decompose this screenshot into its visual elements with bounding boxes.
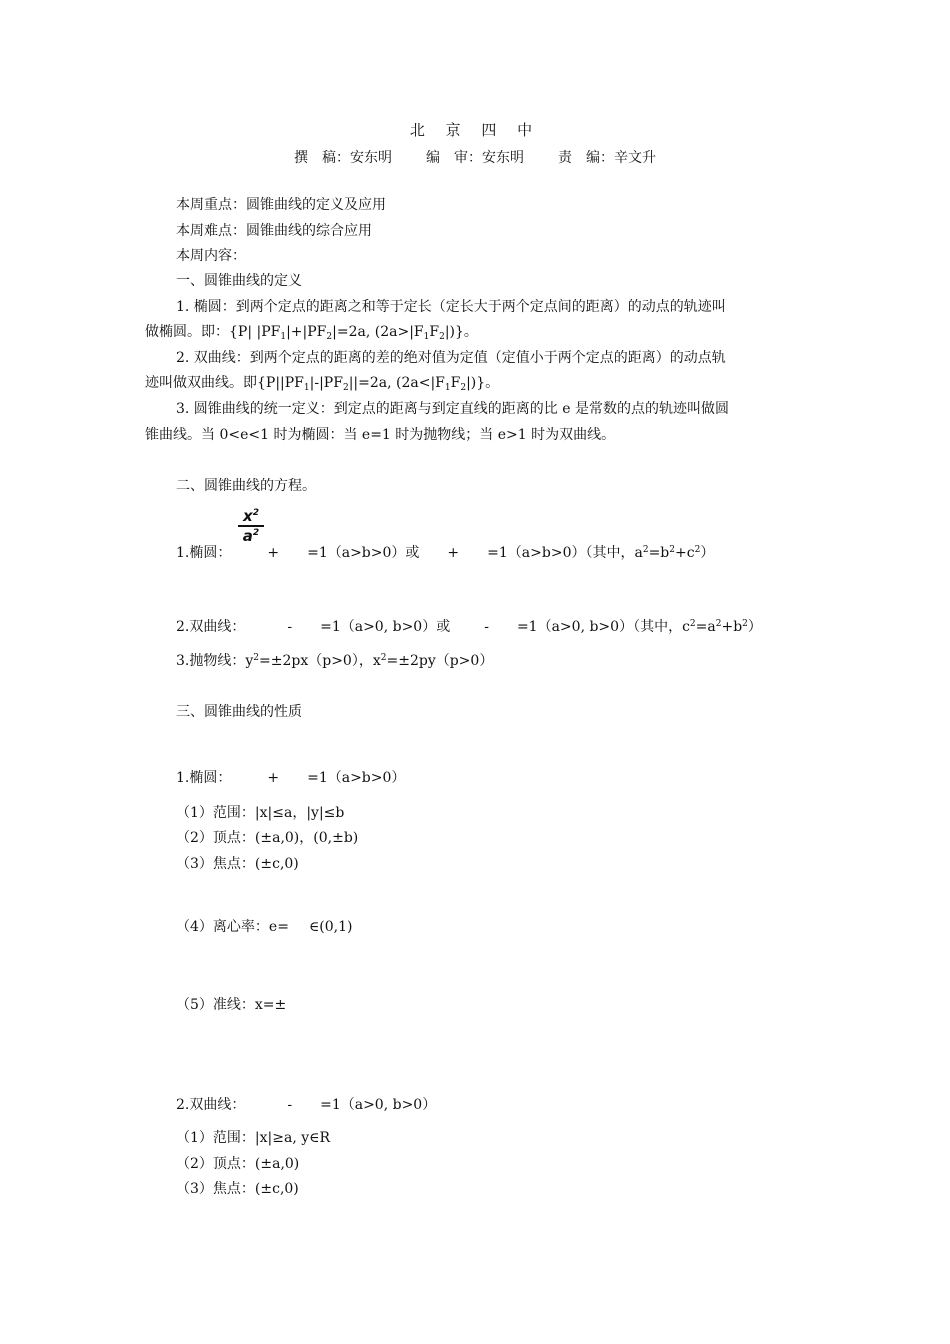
text-part: =1（a>0, b>0）或: [320, 619, 451, 635]
text-part: 迹叫做双曲线。即{P||PF: [145, 375, 304, 391]
hyperbola-definition-line2: [145, 374, 499, 392]
denominator-var: a: [242, 527, 253, 545]
author-name: 安东明: [350, 150, 392, 166]
ellipse-fraction-image: [238, 508, 264, 544]
byline: [0, 149, 950, 167]
week-focus: 本周重点：圆锥曲线的定义及应用: [176, 197, 386, 213]
superscript: 2: [742, 619, 748, 629]
fraction-numerator: [238, 508, 264, 527]
fraction-denominator: [238, 527, 264, 544]
superscript: 2: [694, 545, 701, 555]
unified-definition-line2: 锥曲线。当 0<e<1 时为椭圆：当 e=1 时为抛物线；当 e>1 时为双曲线。: [145, 427, 616, 443]
hyperbola-vertex: （2）顶点：(±a,0): [176, 1156, 300, 1172]
text-part: =±2px（p>0），x: [259, 653, 381, 669]
superscript: 2: [380, 653, 387, 663]
hyperbola-range: （1）范围：|x|≥a, y∈R: [176, 1130, 331, 1146]
editor-name: 辛文升: [614, 150, 656, 166]
text-part: =1（a>b>0）或: [307, 545, 420, 561]
superscript: 2: [715, 619, 722, 629]
superscript: 2: [253, 653, 260, 663]
text-part: =1（a>b>0）: [307, 770, 406, 786]
section1-heading: 一、圆锥曲线的定义: [176, 273, 302, 289]
parabola-equation: [176, 652, 493, 670]
subscript: 1: [423, 332, 430, 342]
superscript: 2: [689, 619, 696, 629]
subscript: 2: [326, 332, 333, 342]
hyperbola-definition-line1: 2. 双曲线：到两个定点的距离的差的绝对值为定值（定值小于两个定点的距离）的动点轨: [176, 350, 726, 366]
text-part: |-|PF: [309, 375, 343, 391]
text-part: |+|PF: [286, 324, 327, 340]
reviewer-name: 安东明: [482, 150, 524, 166]
section2-heading: 二、圆锥曲线的方程。: [176, 478, 316, 494]
ellipse-focus: （3）焦点：(±c,0): [176, 856, 299, 872]
text-part: -: [484, 619, 489, 635]
subscript: 2: [460, 383, 467, 393]
ellipse-directrix: （5）准线：x=±: [176, 997, 287, 1013]
text-part: +: [267, 545, 280, 561]
text-part: =1（a>b>0）（其中，a: [487, 545, 643, 561]
week-difficulty: 本周难点：圆锥曲线的综合应用: [176, 223, 372, 239]
subscript: 1: [280, 332, 287, 342]
text-part: 3.抛物线：y: [176, 653, 254, 669]
hyperbola-standard-form: [176, 1096, 436, 1114]
text-part: |=2a, (2a>|F: [332, 324, 424, 340]
hyperbola-focus: （3）焦点：(±c,0): [176, 1181, 299, 1197]
text-part: -: [287, 619, 293, 635]
text-part: F: [429, 324, 440, 340]
text-part: =1（a>0, b>0）（其中，c: [516, 619, 690, 635]
text-part: 1.椭圆：: [176, 545, 232, 561]
text-part: =a: [695, 619, 716, 635]
reviewer-label: 编 审：: [426, 150, 482, 166]
week-content: 本周内容：: [176, 248, 246, 264]
text-part: ）: [747, 619, 762, 635]
text-part: +b: [721, 619, 743, 635]
ellipse-range: （1）范围：|x|≤a，|y|≤b: [176, 805, 345, 821]
text-part: 1.椭圆：: [176, 770, 232, 786]
ellipse-equation: [176, 544, 714, 562]
numerator-exp: 2: [252, 508, 259, 518]
text-part: 做椭圆。即：{P| |PF: [145, 324, 281, 340]
subscript: 1: [303, 383, 310, 393]
ellipse-definition-line2: [145, 323, 478, 341]
text-part: ||=2a, (2a<|F: [348, 375, 445, 391]
superscript: 2: [642, 545, 649, 555]
text-part: |)}。: [444, 324, 478, 340]
numerator-var: x: [243, 507, 253, 525]
text-part: ）: [700, 545, 715, 561]
text-part: -: [287, 1097, 293, 1113]
text-part: 2.双曲线：: [176, 619, 246, 635]
school-title: 北 京 四 中: [409, 121, 541, 139]
text-part: F: [450, 375, 461, 391]
ellipse-definition-line1: 1. 椭圆：到两个定点的距离之和等于定长（定长大于两个定点间的距离）的动点的轨迹叫: [176, 299, 726, 315]
text-part: 2.双曲线：: [176, 1097, 246, 1113]
hyperbola-equation: [176, 618, 762, 636]
subscript: 2: [342, 383, 349, 393]
text-part: ∈(0,1): [308, 919, 353, 935]
text-part: =b: [648, 545, 670, 561]
denominator-exp: 2: [252, 528, 260, 538]
text-part: =1（a>0, b>0）: [320, 1097, 437, 1113]
editor-label: 责 编：: [558, 150, 614, 166]
ellipse-eccentricity: [176, 918, 353, 936]
subscript: 2: [439, 332, 445, 342]
text-part: |)}。: [466, 375, 500, 391]
text-part: +: [447, 545, 460, 561]
text-part: +: [267, 770, 280, 786]
ellipse-vertex: （2）顶点：(±a,0)，(0,±b): [176, 830, 359, 846]
author-label: 撰 稿：: [294, 150, 350, 166]
unified-definition-line1: 3. 圆锥曲线的统一定义：到定点的距离与到定直线的距离的比 e 是常数的点的轨迹叫做圆: [176, 401, 729, 417]
ellipse-standard-form: [176, 769, 405, 787]
superscript: 2: [669, 545, 675, 555]
subscript: 1: [444, 383, 451, 393]
text-part: （4）离心率：e=: [176, 919, 289, 935]
text-part: =±2py（p>0）: [386, 653, 494, 669]
text-part: +c: [675, 545, 695, 561]
section3-heading: 三、圆锥曲线的性质: [176, 704, 302, 720]
